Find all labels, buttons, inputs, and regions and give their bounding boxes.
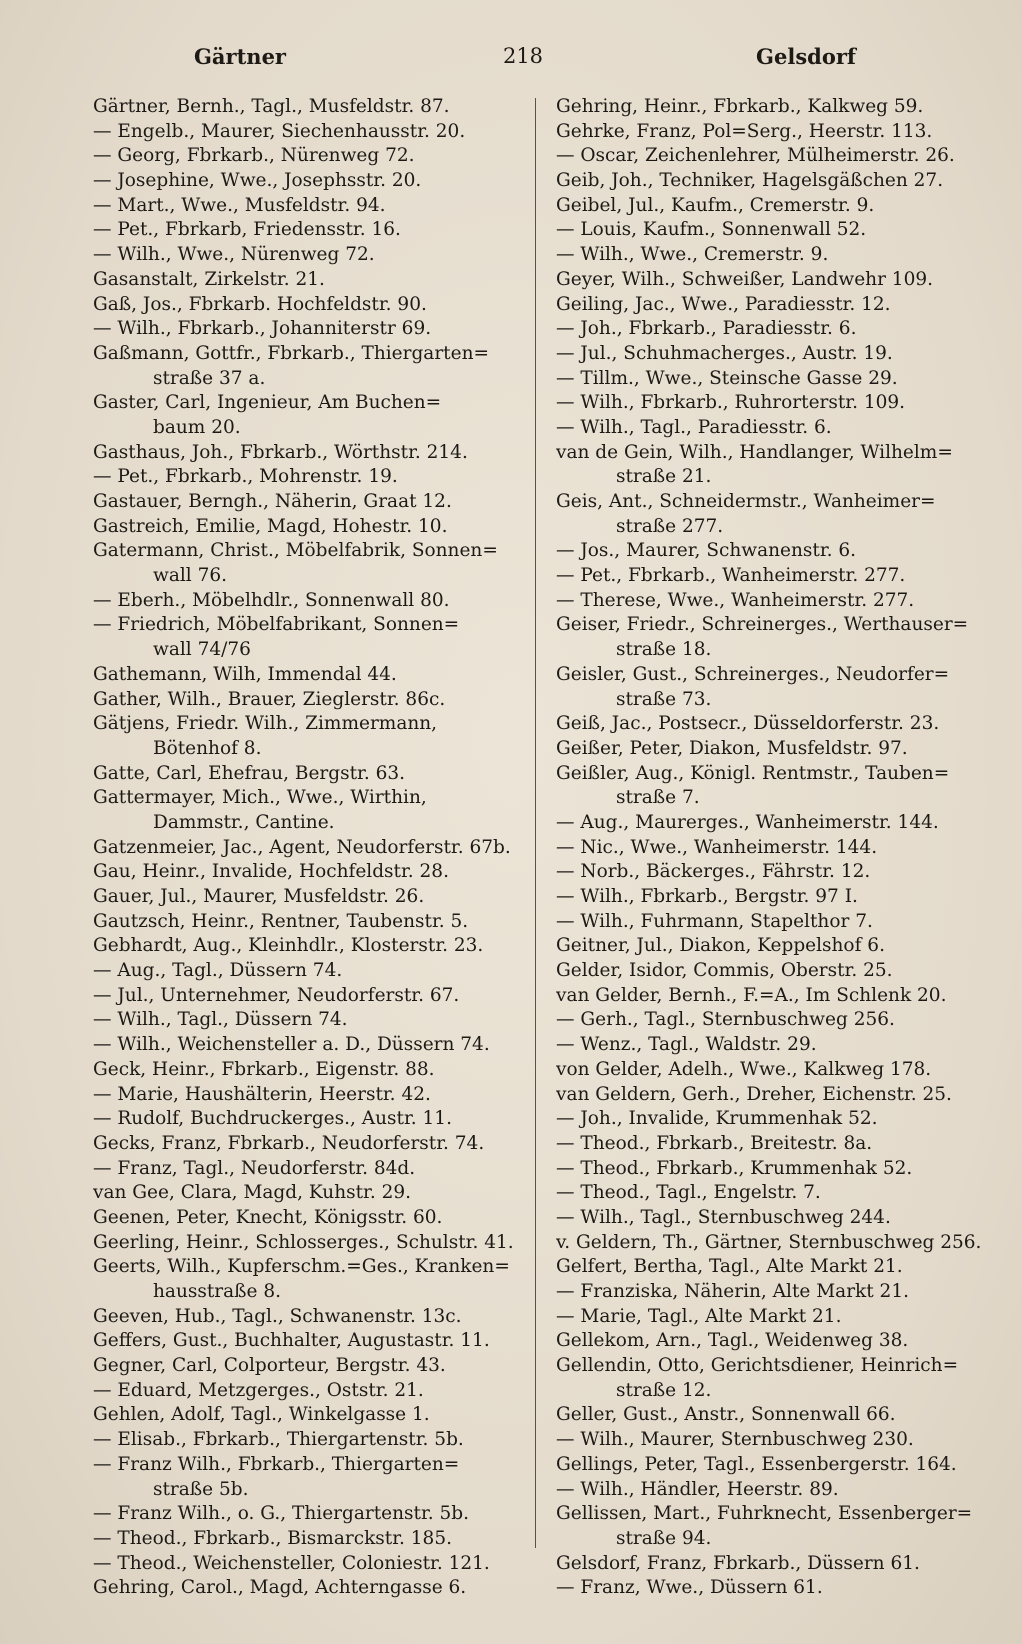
right-column — [556, 95, 986, 1601]
entry-continuation-line: straße 18. — [616, 639, 712, 661]
directory-entry-line: Gehrke, Franz, Pol=Serg., Heerstr. 113. — [556, 120, 933, 142]
directory-entry-line: — Wilh., Weichensteller a. D., Düssern 74. — [93, 1034, 490, 1056]
directory-entry-line: — Rudolf, Buchdruckerges., Austr. 11. — [93, 1108, 452, 1130]
directory-entry-line: Gebhardt, Aug., Kleinhdlr., Klosterstr. 23. — [93, 935, 484, 957]
directory-entry-line: Geffers, Gust., Buchhalter, Augustastr. 11. — [93, 1330, 490, 1352]
directory-entry-line: — Wilh., Fbrkarb., Bergstr. 97 I. — [556, 886, 858, 907]
directory-entry-line: von Gelder, Adelh., Wwe., Kalkweg 178. — [556, 1058, 932, 1080]
directory-entry-line: — Joh., Invalide, Krummenhak 52. — [556, 1108, 878, 1130]
directory-entry-line: Geeven, Hub., Tagl., Schwanenstr. 13c. — [93, 1305, 462, 1327]
entry-continuation-line: straße 37 a. — [153, 367, 266, 389]
directory-entry-line: Gau, Heinr., Invalide, Hochfeldstr. 28. — [93, 861, 449, 883]
directory-entry-line: — Joh., Fbrkarb., Paradiesstr. 6. — [556, 318, 857, 340]
directory-entry-line: — Wilh., Fbrkarb., Ruhrorterstr. 109. — [556, 392, 906, 414]
directory-entry-line: Geck, Heinr., Fbrkarb., Eigenstr. 88. — [93, 1058, 435, 1080]
directory-entry-line: Gecks, Franz, Fbrkarb., Neudorferstr. 74. — [93, 1132, 485, 1154]
directory-entry-line: van de Gein, Wilh., Handlanger, Wilhelm= — [556, 441, 953, 463]
directory-entry-line: — Wilh., Fuhrmann, Stapelthor 7. — [556, 910, 873, 932]
directory-entry-line: — Franz, Tagl., Neudorferstr. 84d. — [93, 1157, 416, 1179]
entry-continuation-line: straße 94. — [616, 1527, 712, 1549]
directory-entry-line: — Theod., Fbrkarb., Breitestr. 8a. — [556, 1132, 873, 1154]
directory-entry-line: Geiser, Friedr., Schreinerges., Werthauser= — [556, 614, 969, 636]
directory-entry-line: Geis, Ant., Schneidermstr., Wanheimer= — [556, 491, 936, 512]
directory-entry-line: — Franz Wilh., o. G., Thiergartenstr. 5b. — [93, 1503, 470, 1525]
directory-entry-line: — Theod., Tagl., Engelstr. 7. — [556, 1182, 821, 1204]
directory-entry-line: — Jos., Maurer, Schwanenstr. 6. — [556, 540, 857, 562]
directory-entry-line: — Theod., Weichensteller, Coloniestr. 121. — [93, 1552, 490, 1574]
directory-entry-line: Gegner, Carl, Colporteur, Bergstr. 43. — [93, 1355, 446, 1377]
page-number: 218 — [502, 44, 544, 68]
directory-entry-line: — Gerh., Tagl., Sternbuschweg 256. — [556, 1009, 895, 1031]
directory-entry-line: Geisler, Gust., Schreinerges., Neudorfer= — [556, 663, 950, 685]
directory-entry-line: v. Geldern, Th., Gärtner, Sternbuschweg 256. — [556, 1231, 982, 1253]
directory-entry-line: — Pet., Fbrkarb., Mohrenstr. 19. — [93, 466, 398, 488]
directory-entry-line: — Theod., Fbrkarb., Krummenhak 52. — [556, 1157, 913, 1179]
directory-entry-line: Gasthaus, Joh., Fbrkarb., Wörthstr. 214. — [93, 441, 468, 463]
entry-continuation-line: Dammstr., Cantine. — [153, 811, 335, 833]
directory-entry-line: — Josephine, Wwe., Josephsstr. 20. — [93, 170, 422, 192]
directory-entry-line: — Wilh., Tagl., Paradiesstr. 6. — [556, 416, 832, 438]
directory-entry-line: — Norb., Bäckerges., Fährstr. 12. — [556, 861, 871, 883]
directory-entry-line: Gasanstalt, Zirkelstr. 21. — [93, 268, 325, 290]
directory-entry-line: Gather, Wilh., Brauer, Zieglerstr. 86c. — [93, 688, 446, 710]
entry-continuation-line: Bötenhof 8. — [153, 737, 262, 759]
entry-continuation-line: straße 277. — [616, 515, 724, 537]
directory-entry-line: — Engelb., Maurer, Siechenhausstr. 20. — [93, 120, 466, 142]
directory-entry-line: — Jul., Unternehmer, Neudorferstr. 67. — [93, 984, 460, 1006]
directory-entry-line: — Franz, Wwe., Düssern 61. — [556, 1577, 823, 1599]
entry-continuation-line: hausstraße 8. — [153, 1281, 281, 1302]
directory-entry-line: — Friedrich, Möbelfabrikant, Sonnen= — [93, 614, 460, 636]
directory-entry-line: Gatermann, Christ., Möbelfabrik, Sonnen= — [93, 540, 498, 562]
directory-entry-line: Geerling, Heinr., Schlosserges., Schulstr. 41. — [93, 1231, 514, 1253]
directory-entry-line: Geib, Joh., Techniker, Hagelsgäßchen 27. — [556, 170, 944, 192]
directory-entry-line: — Pet., Fbrkarb., Wanheimerstr. 277. — [556, 565, 906, 587]
directory-entry-line: — Wenz., Tagl., Waldstr. 29. — [556, 1034, 817, 1056]
directory-entry-line: Gatte, Carl, Ehefrau, Bergstr. 63. — [93, 762, 406, 784]
column-divider — [535, 98, 536, 1548]
directory-entry-line: van Geldern, Gerh., Dreher, Eichenstr. 25. — [556, 1083, 952, 1105]
directory-entry-line: Gellendin, Otto, Gerichtsdiener, Heinrich= — [556, 1355, 959, 1377]
directory-entry-line: — Franziska, Näherin, Alte Markt 21. — [556, 1281, 909, 1302]
entry-continuation-line: wall 76. — [153, 565, 227, 587]
directory-entry-line: — Wilh., Tagl., Düssern 74. — [93, 1009, 348, 1031]
directory-entry-line: — Oscar, Zeichenlehrer, Mülheimerstr. 26. — [556, 145, 955, 167]
directory-entry-line: — Louis, Kaufm., Sonnenwall 52. — [556, 219, 867, 241]
directory-entry-line: — Marie, Haushälterin, Heerstr. 42. — [93, 1083, 431, 1105]
entry-continuation-line: straße 73. — [616, 688, 712, 710]
entry-continuation-line: wall 74/76 — [153, 639, 251, 661]
directory-entry-line: — Marie, Tagl., Alte Markt 21. — [556, 1305, 842, 1327]
directory-entry-line: Gauer, Jul., Maurer, Musfeldstr. 26. — [93, 886, 425, 907]
directory-entry-line: — Nic., Wwe., Wanheimerstr. 144. — [556, 836, 878, 858]
directory-entry-line: Gehlen, Adolf, Tagl., Winkelgasse 1. — [93, 1404, 430, 1426]
directory-entry-line: — Jul., Schuhmacherges., Austr. 19. — [556, 342, 893, 364]
directory-entry-line: — Franz Wilh., Fbrkarb., Thiergarten= — [93, 1453, 460, 1475]
entry-continuation-line: straße 7. — [616, 787, 700, 809]
directory-entry-line: Gathemann, Wilh, Immendal 44. — [93, 663, 397, 685]
directory-entry-line: Gatzenmeier, Jac., Agent, Neudorferstr. 67b. — [93, 836, 511, 858]
directory-entry-line: — Mart., Wwe., Musfeldstr. 94. — [93, 194, 386, 216]
directory-entry-line: Gellissen, Mart., Fuhrknecht, Essenberger= — [556, 1503, 973, 1525]
directory-entry-line: Geiling, Jac., Wwe., Paradiesstr. 12. — [556, 293, 891, 315]
directory-entry-line: Gehring, Heinr., Fbrkarb., Kalkweg 59. — [556, 96, 924, 117]
page-header — [90, 44, 956, 78]
entry-continuation-line: straße 21. — [616, 466, 712, 488]
header-left-keyword: Gärtner — [194, 44, 286, 69]
directory-entry-line: van Gee, Clara, Magd, Kuhstr. 29. — [93, 1182, 412, 1204]
directory-entry-line: Gaßmann, Gottfr., Fbrkarb., Thiergarten= — [93, 342, 489, 364]
directory-entry-line: — Elisab., Fbrkarb., Thiergartenstr. 5b. — [93, 1429, 464, 1451]
directory-entry-line: Geitner, Jul., Diakon, Keppelshof 6. — [556, 935, 885, 957]
directory-entry-line: — Wilh., Maurer, Sternbuschweg 230. — [556, 1429, 914, 1451]
entry-continuation-line: straße 5b. — [153, 1478, 249, 1500]
directory-entry-line: Gattermayer, Mich., Wwe., Wirthin, — [93, 787, 427, 809]
left-column — [93, 95, 523, 1601]
directory-entry-line: — Wilh., Händler, Heerstr. 89. — [556, 1478, 839, 1500]
directory-entry-line: Gelsdorf, Franz, Fbrkarb., Düssern 61. — [556, 1552, 920, 1574]
directory-entry-line: Gelder, Isidor, Commis, Oberstr. 25. — [556, 960, 893, 982]
directory-entry-line: Geerts, Wilh., Kupferschm.=Ges., Kranken= — [93, 1256, 510, 1278]
directory-entry-line: Gellings, Peter, Tagl., Essenbergerstr. 164. — [556, 1453, 957, 1475]
directory-entry-line: Gastauer, Berngh., Näherin, Graat 12. — [93, 491, 452, 512]
directory-entry-line: — Eduard, Metzgerges., Oststr. 21. — [93, 1379, 424, 1401]
directory-entry-line: Gätjens, Friedr. Wilh., Zimmermann, — [93, 713, 438, 735]
directory-entry-line: Geißer, Peter, Diakon, Musfeldstr. 97. — [556, 737, 908, 759]
directory-entry-line: Geiß, Jac., Postsecr., Düsseldorferstr. 23. — [556, 713, 940, 735]
directory-entry-line: Geibel, Jul., Kaufm., Cremerstr. 9. — [556, 194, 875, 216]
directory-entry-line: — Wilh., Wwe., Cremerstr. 9. — [556, 244, 829, 266]
header-right-keyword: Gelsdorf — [756, 44, 856, 69]
directory-entry-line: Gärtner, Bernh., Tagl., Musfeldstr. 87. — [93, 96, 450, 117]
entry-continuation-line: baum 20. — [153, 416, 241, 438]
directory-entry-line: Geller, Gust., Anstr., Sonnenwall 66. — [556, 1404, 896, 1426]
directory-entry-line: — Eberh., Möbelhdlr., Sonnenwall 80. — [93, 589, 450, 611]
directory-entry-line: Geißler, Aug., Königl. Rentmstr., Tauben= — [556, 762, 950, 784]
directory-entry-line: — Wilh., Tagl., Sternbuschweg 244. — [556, 1206, 891, 1228]
directory-entry-line: Gelfert, Bertha, Tagl., Alte Markt 21. — [556, 1256, 903, 1278]
directory-entry-line: — Aug., Tagl., Düssern 74. — [93, 960, 343, 982]
directory-entry-line: — Tillm., Wwe., Steinsche Gasse 29. — [556, 367, 898, 389]
directory-entry-line: van Gelder, Bernh., F.=A., Im Schlenk 20. — [556, 984, 947, 1006]
directory-entry-line: Geyer, Wilh., Schweißer, Landwehr 109. — [556, 268, 933, 290]
directory-entry-line: Gellekom, Arn., Tagl., Weidenweg 38. — [556, 1330, 909, 1352]
directory-entry-line: — Aug., Maurerges., Wanheimerstr. 144. — [556, 811, 939, 833]
directory-entry-line: — Wilh., Fbrkarb., Johanniterstr 69. — [93, 318, 432, 340]
directory-entry-line: Gastreich, Emilie, Magd, Hohestr. 10. — [93, 515, 448, 537]
directory-entry-line: Gehring, Carol., Magd, Achterngasse 6. — [93, 1577, 467, 1599]
directory-entry-line: — Theod., Fbrkarb., Bismarckstr. 185. — [93, 1527, 452, 1549]
directory-entry-line: — Wilh., Wwe., Nürenweg 72. — [93, 244, 375, 266]
directory-entry-line: Geenen, Peter, Knecht, Königsstr. 60. — [93, 1206, 443, 1228]
directory-entry-line: Gaster, Carl, Ingenieur, Am Buchen= — [93, 392, 442, 414]
directory-entry-line: — Therese, Wwe., Wanheimerstr. 277. — [556, 589, 915, 611]
directory-entry-line: — Pet., Fbrkarb, Friedensstr. 16. — [93, 219, 401, 241]
directory-entry-line: — Georg, Fbrkarb., Nürenweg 72. — [93, 145, 415, 167]
entry-continuation-line: straße 12. — [616, 1379, 712, 1401]
directory-entry-line: Gaß, Jos., Fbrkarb. Hochfeldstr. 90. — [93, 293, 427, 315]
directory-entry-line: Gautzsch, Heinr., Rentner, Taubenstr. 5. — [93, 910, 469, 932]
